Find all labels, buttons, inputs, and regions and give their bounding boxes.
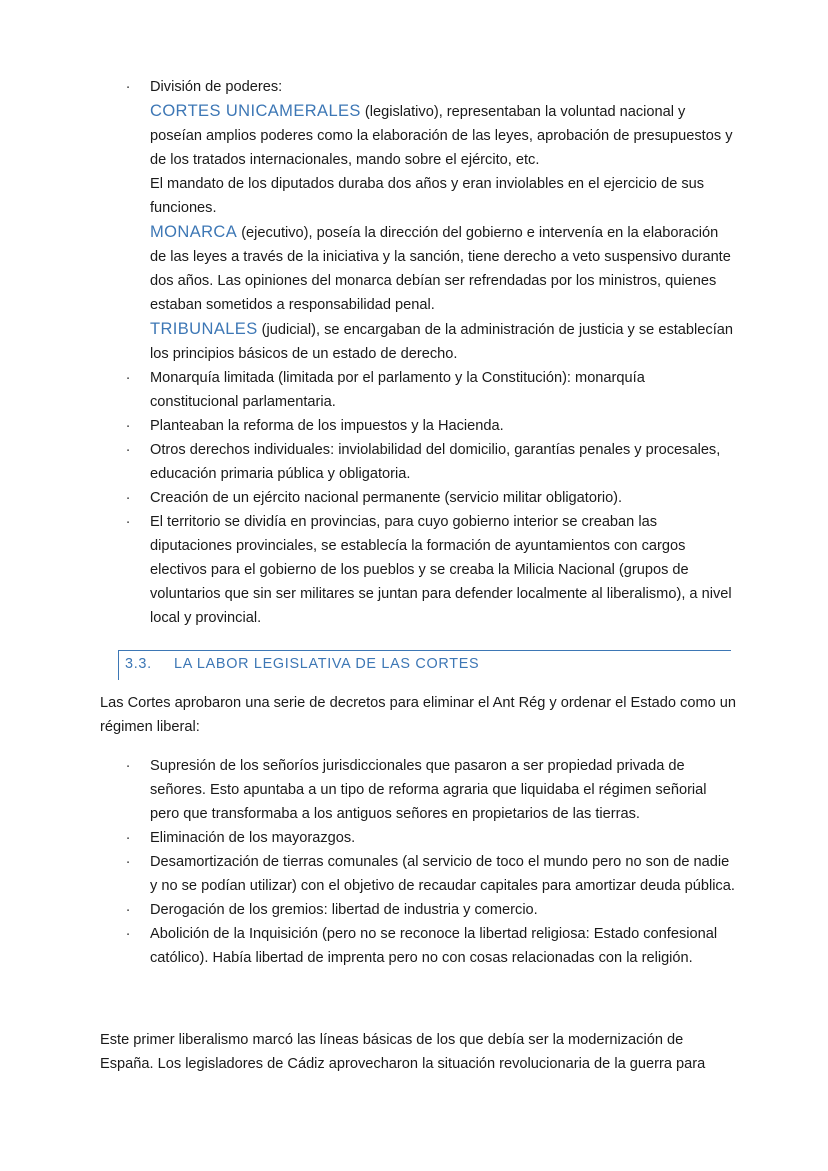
- bullet-icon: ·: [125, 758, 131, 774]
- list-item-text: El territorio se dividía en provincias, para cuyo gobierno interior se creaban las diputaciones provinciales, se establecía la formación de ayuntamientos con cargos electivos para el gobierno de los pueblos y se creaba la Milicia Nacional (grupos de voluntarios que sin ser militares se juntan para defender localmente al liberalismo), a nivel local y provincial.: [150, 514, 732, 626]
- list-item-text: Desamortización de tierras comunales (al servicio de toco el mundo pero no son de nadie y no se podían utilizar) con el objetivo de recaudar capitales para amortizar deuda pública.: [150, 854, 735, 894]
- list-item: [100, 754, 735, 826]
- monarca-text: (ejecutivo), poseía la dirección del gobierno e intervenía en la elaboración de las leyes a través de la iniciativa y la sanción, tiene derecho a veto suspensivo durante dos años. Las opiniones del monarca debían ser refrendadas por los ministros, quienes estaban sometidos a responsabilidad penal.: [150, 225, 731, 313]
- bullet-icon: ·: [125, 442, 131, 458]
- bullet-icon: ·: [125, 902, 131, 918]
- tribunales-paragraph: [150, 317, 735, 366]
- list-item-text: Derogación de los gremios: libertad de industria y comercio.: [150, 902, 538, 918]
- bullet-icon: ·: [125, 418, 131, 434]
- list-item-text: Creación de un ejército nacional permanente (servicio militar obligatorio).: [150, 490, 623, 506]
- bullet-icon: ·: [125, 370, 131, 386]
- bullet-icon: ·: [125, 490, 131, 506]
- list-item-text: Abolición de la Inquisición (pero no se reconoce la libertad religiosa: Estado confesional católico). Había libertad de imprenta pero no con cosas relacionadas con la religión.: [150, 926, 718, 966]
- bullet-icon: ·: [125, 830, 131, 846]
- bullet-list-decrees: [100, 754, 735, 970]
- intro-paragraph: Las Cortes aprobaron una serie de decretos para eliminar el Ant Rég y ordenar el Estado como un régimen liberal:: [100, 695, 737, 735]
- list-item: [100, 414, 735, 438]
- bullet-icon: ·: [125, 926, 131, 942]
- tribunales-heading: TRIBUNALES: [150, 320, 258, 338]
- monarca-heading: MONARCA: [150, 223, 238, 241]
- bullet-icon: ·: [125, 514, 131, 530]
- list-item-text: Otros derechos individuales: inviolabilidad del domicilio, garantías penales y procesales, educación primaria pública y obligatoria.: [150, 442, 721, 482]
- tribunales-text: (judicial), se encargaban de la administración de justicia y se establecían los principios básicos de un estado de derecho.: [150, 322, 733, 362]
- section-number: 3.3.: [125, 656, 152, 672]
- list-item: [100, 438, 735, 486]
- bullet-icon: ·: [125, 79, 131, 95]
- cortes-text: (legislativo), representaban la voluntad nacional y poseían amplios poderes como la elaboración de las leyes, aprobación de presupuestos y de los tratados internacionales, mando sobre el ejército, etc.: [150, 104, 733, 168]
- list-item-text: Supresión de los señoríos jurisdiccionales que pasaron a ser propiedad privada de señores. Esto apuntaba a un tipo de reforma agraria que liquidaba el régimen señorial pero que transformaba a los antiguos señores en propietarios de las tierras.: [150, 758, 707, 822]
- list-item: [100, 922, 735, 970]
- bullet-icon: ·: [125, 854, 131, 870]
- cortes-paragraph: [150, 99, 735, 172]
- list-item-text: Eliminación de los mayorazgos.: [150, 830, 356, 846]
- list-item: [100, 850, 735, 898]
- list-item: [100, 898, 735, 922]
- division-poderes-lead: División de poderes:: [150, 79, 283, 95]
- cortes-heading: CORTES UNICAMERALES: [150, 102, 361, 120]
- section-heading: [118, 650, 731, 680]
- list-item-text: Monarquía limitada (limitada por el parlamento y la Constitución): monarquía constitucional parlamentaria.: [150, 370, 645, 410]
- list-item: [100, 826, 735, 850]
- mandato-paragraph: El mandato de los diputados duraba dos años y eran inviolables en el ejercicio de sus funciones.: [150, 176, 705, 216]
- section-title: LA LABOR LEGISLATIVA DE LAS CORTES: [174, 656, 480, 672]
- list-item: [100, 510, 735, 630]
- monarca-paragraph: [150, 220, 735, 317]
- list-item: [100, 486, 735, 510]
- closing-paragraph: Este primer liberalismo marcó las líneas básicas de los que debía ser la modernización de España. Los legisladores de Cádiz aprovecharon la situación revolucionaria de la guerra para: [100, 1032, 706, 1072]
- bullet-list-constitution: [100, 75, 735, 630]
- list-item: [100, 366, 735, 414]
- list-item-division-poderes: [100, 75, 735, 366]
- list-item-text: Planteaban la reforma de los impuestos y la Hacienda.: [150, 418, 504, 434]
